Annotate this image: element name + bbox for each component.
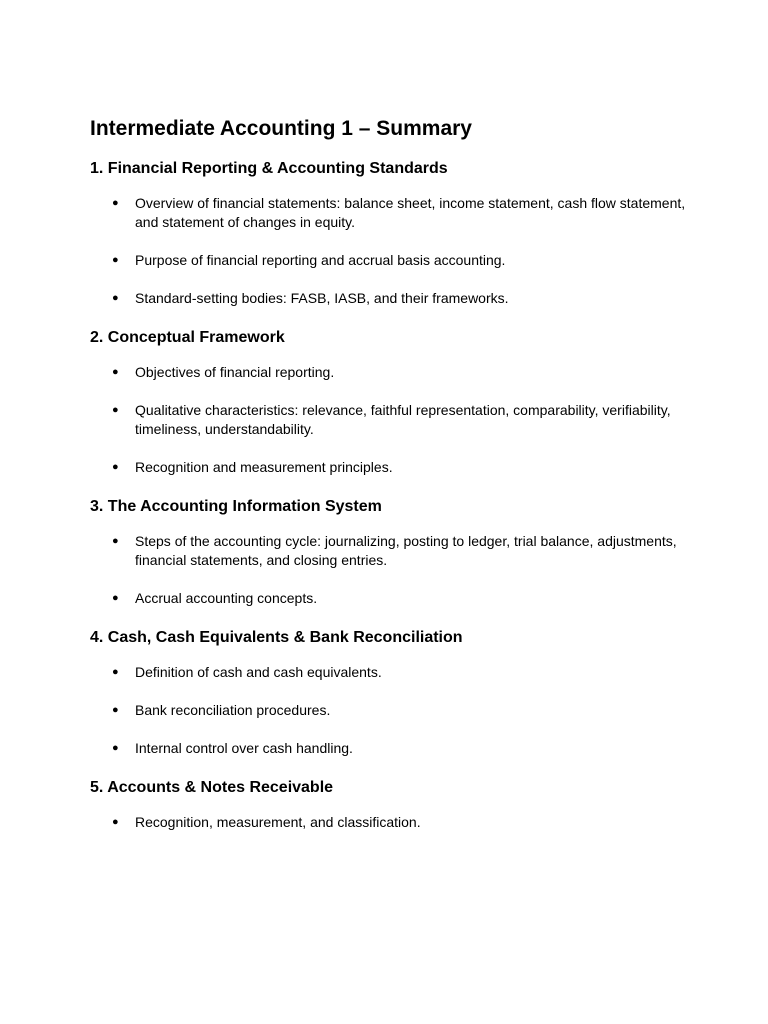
document-page bbox=[90, 114, 690, 851]
list-item-text: Accrual accounting concepts. bbox=[135, 590, 318, 606]
section-heading: 3. The Accounting Information System bbox=[90, 498, 382, 515]
bullet-icon: ● bbox=[112, 742, 119, 754]
list-item-text: Internal control over cash handling. bbox=[135, 740, 353, 756]
bullet-icon: ● bbox=[112, 666, 119, 678]
section-accounting-information-system bbox=[90, 496, 690, 608]
list-item bbox=[90, 589, 690, 608]
list-item-text: Qualitative characteristics: relevance, faithful representation, comparability, verifiability, timeliness, understandability. bbox=[135, 402, 671, 437]
list-item bbox=[90, 532, 690, 570]
bullet-icon: ● bbox=[112, 292, 119, 304]
bullet-icon: ● bbox=[112, 535, 119, 547]
bullet-list bbox=[90, 532, 690, 608]
list-item-text: Recognition, measurement, and classification. bbox=[135, 814, 421, 830]
section-heading: 5. Accounts & Notes Receivable bbox=[90, 779, 334, 796]
list-item-text: Objectives of financial reporting. bbox=[135, 364, 335, 380]
bullet-icon: ● bbox=[112, 197, 119, 209]
list-item bbox=[90, 289, 690, 308]
list-item-text: Recognition and measurement principles. bbox=[135, 459, 393, 475]
section-financial-reporting bbox=[90, 158, 690, 308]
bullet-list bbox=[90, 663, 690, 758]
bullet-icon: ● bbox=[112, 404, 119, 416]
bullet-list bbox=[90, 813, 690, 832]
list-item bbox=[90, 813, 690, 832]
list-item bbox=[90, 739, 690, 758]
list-item bbox=[90, 194, 690, 232]
list-item bbox=[90, 663, 690, 682]
section-conceptual-framework bbox=[90, 327, 690, 477]
section-heading: 2. Conceptual Framework bbox=[90, 329, 285, 346]
bullet-icon: ● bbox=[112, 816, 119, 828]
bullet-list bbox=[90, 363, 690, 477]
bullet-icon: ● bbox=[112, 704, 119, 716]
list-item-text: Bank reconciliation procedures. bbox=[135, 702, 331, 718]
list-item bbox=[90, 251, 690, 270]
list-item bbox=[90, 701, 690, 720]
section-cash-bank-reconciliation bbox=[90, 627, 690, 758]
document-title: Intermediate Accounting 1 – Summary bbox=[90, 117, 472, 140]
bullet-icon: ● bbox=[112, 461, 119, 473]
list-item-text: Standard-setting bodies: FASB, IASB, and their frameworks. bbox=[135, 290, 509, 306]
bullet-icon: ● bbox=[112, 254, 119, 266]
list-item bbox=[90, 458, 690, 477]
bullet-icon: ● bbox=[112, 592, 119, 604]
list-item-text: Steps of the accounting cycle: journalizing, posting to ledger, trial balance, adjustments, financial statements, and closing entries. bbox=[135, 533, 677, 568]
list-item-text: Purpose of financial reporting and accrual basis accounting. bbox=[135, 252, 506, 268]
section-accounts-notes-receivable bbox=[90, 777, 690, 832]
list-item bbox=[90, 363, 690, 382]
list-item-text: Overview of financial statements: balance sheet, income statement, cash flow statement, and statement of changes in equity. bbox=[135, 195, 686, 230]
bullet-icon: ● bbox=[112, 366, 119, 378]
list-item bbox=[90, 401, 690, 439]
section-heading: 1. Financial Reporting & Accounting Standards bbox=[90, 160, 448, 177]
bullet-list bbox=[90, 194, 690, 308]
section-heading: 4. Cash, Cash Equivalents & Bank Reconciliation bbox=[90, 629, 463, 646]
list-item-text: Definition of cash and cash equivalents. bbox=[135, 664, 382, 680]
